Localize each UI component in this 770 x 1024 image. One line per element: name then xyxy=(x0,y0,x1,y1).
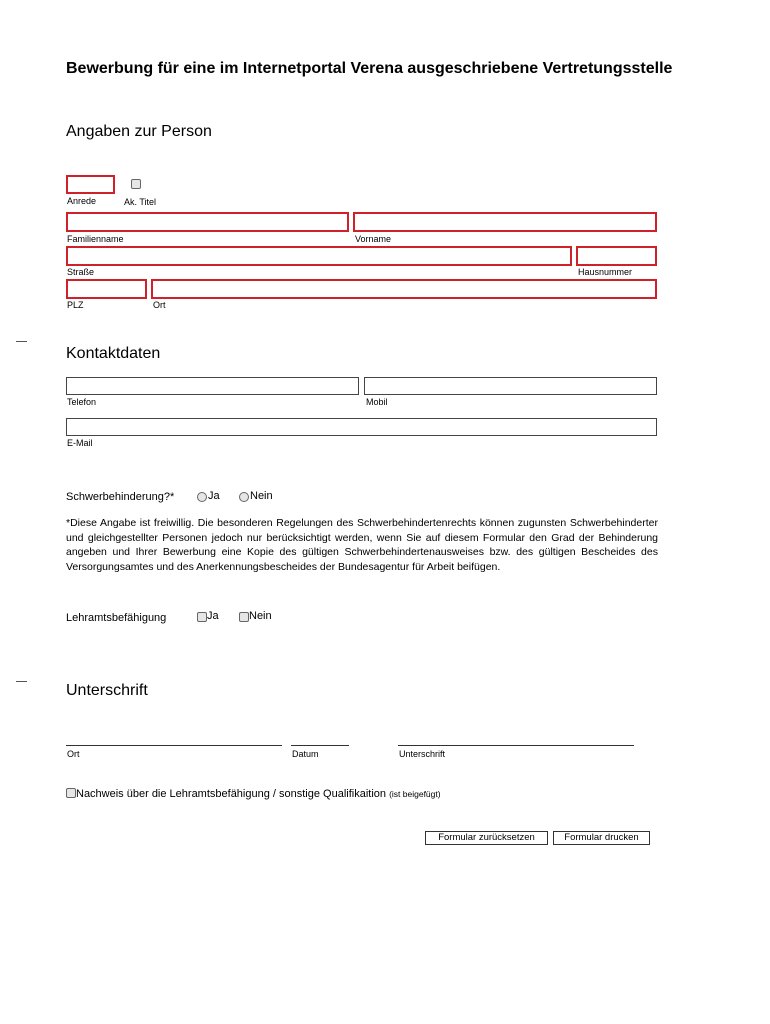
disability-question: Schwerbehinderung?* xyxy=(66,491,175,503)
email-label: E-Mail xyxy=(67,438,93,448)
signature-datum-line[interactable] xyxy=(291,745,349,746)
strasse-field[interactable] xyxy=(66,246,572,266)
mobil-field[interactable] xyxy=(364,377,657,395)
teaching-yes-checkbox[interactable] xyxy=(197,612,207,622)
teaching-no-checkbox[interactable] xyxy=(239,612,249,622)
disability-no-label: Nein xyxy=(250,490,273,502)
telefon-field[interactable] xyxy=(66,377,359,395)
vorname-label: Vorname xyxy=(355,234,392,244)
familienname-field[interactable] xyxy=(66,212,349,232)
section-heading-signature: Unterschrift xyxy=(66,682,148,699)
telefon-label: Telefon xyxy=(67,397,97,407)
anrede-field[interactable] xyxy=(66,175,115,194)
disability-note: *Diese Angabe ist freiwillig. Die besonderen Regelungen des Schwerbehindertenrechts können zugunsten Schwerbehinderter und gleichgestellter Personen jedoch nur berücksichtigt werden, wenn Sie auf diesem Formular den Grad der Behinderung angeben und Ihrer Bewerbung eine Kopie des gültigen Schwerbehindertenausweises bzw. des gültigen Bescheides des Versorgungsamtes und des Anerkennungsbescheides der Bundesagentur für Arbeit beifügen. xyxy=(66,517,658,573)
reset-button[interactable]: Formular zurücksetzen xyxy=(425,831,548,845)
familienname-label: Familienname xyxy=(67,234,124,244)
margin-mark xyxy=(16,341,27,342)
page-title: Bewerbung für eine im Internetportal Verena ausgeschriebene Vertretungsstelle xyxy=(66,60,673,77)
teaching-label: Lehramtsbefähigung xyxy=(66,612,167,624)
strasse-label: Straße xyxy=(67,267,95,277)
attachment-row xyxy=(76,788,441,801)
signature-ort-label: Ort xyxy=(67,749,80,759)
attachment-note: (ist beigefügt) xyxy=(389,789,441,799)
attachment-label: Nachweis über die Lehramtsbefähigung / sonstige Qualifikaition xyxy=(76,788,387,800)
signature-datum-label: Datum xyxy=(292,749,319,759)
attachment-checkbox[interactable] xyxy=(66,788,76,798)
plz-label: PLZ xyxy=(67,300,84,310)
signature-unterschrift-line[interactable] xyxy=(398,745,634,746)
ort-field[interactable] xyxy=(151,279,657,299)
section-heading-contact: Kontaktdaten xyxy=(66,345,161,362)
email-field[interactable] xyxy=(66,418,657,436)
plz-field[interactable] xyxy=(66,279,147,299)
signature-ort-line[interactable] xyxy=(66,745,282,746)
disability-yes-radio[interactable] xyxy=(197,492,207,502)
titel-checkbox[interactable] xyxy=(131,179,141,189)
section-heading-person: Angaben zur Person xyxy=(66,123,212,140)
signature-unterschrift-label: Unterschrift xyxy=(399,749,446,759)
vorname-field[interactable] xyxy=(353,212,657,232)
hausnummer-label: Hausnummer xyxy=(578,267,633,277)
teaching-yes-label: Ja xyxy=(207,610,219,622)
disability-yes-label: Ja xyxy=(208,490,220,502)
hausnummer-field[interactable] xyxy=(576,246,657,266)
titel-label: Ak. Titel xyxy=(124,197,157,207)
margin-mark xyxy=(16,681,27,682)
disability-no-radio[interactable] xyxy=(239,492,249,502)
mobil-label: Mobil xyxy=(366,397,388,407)
print-button[interactable]: Formular drucken xyxy=(553,831,650,845)
anrede-label: Anrede xyxy=(67,196,97,206)
ort-label: Ort xyxy=(153,300,166,310)
teaching-no-label: Nein xyxy=(249,610,272,622)
